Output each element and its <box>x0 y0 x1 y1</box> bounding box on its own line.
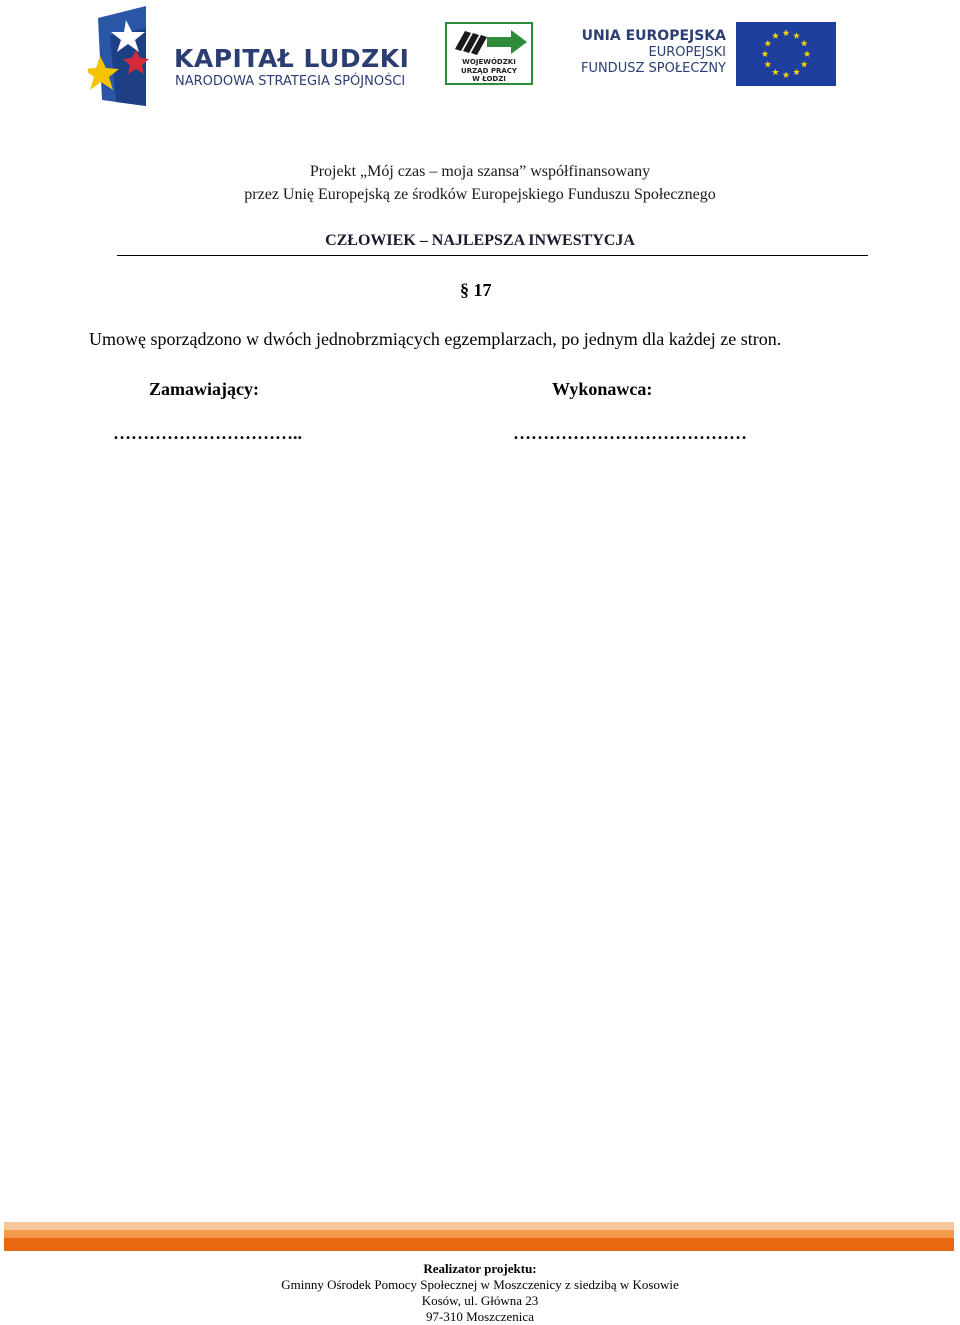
eu-logo-line1: UNIA EUROPEJSKA <box>581 28 726 44</box>
wup-logo <box>445 22 533 85</box>
wup-name <box>447 58 531 84</box>
project-title-line1: Projekt „Mój czas – moja szansa” współfinansowany <box>309 163 651 180</box>
kapital-ludzki-title: KAPITAŁ LUDZKI <box>174 44 410 73</box>
project-title-line2: przez Unię Europejską ze środków Europejskiego Funduszu Społecznego <box>244 186 716 203</box>
footer-stripe-medium <box>4 1230 954 1238</box>
project-motto: CZŁOWIEK – NAJLEPSZA INWESTYCJA <box>325 232 635 249</box>
paragraph-number: § 17 <box>460 280 492 300</box>
wup-name-line2: URZĄD PRACY <box>461 66 517 75</box>
party-label-ordering: Zamawiający: <box>149 379 259 399</box>
footer-organization: Gminny Ośrodek Pomocy Społecznej w Moszczenicy z siedzibą w Kosowie <box>281 1277 679 1292</box>
footer-address: Kosów, ul. Główna 23 <box>421 1293 539 1308</box>
footer-stripe-dark <box>4 1238 954 1251</box>
wup-arrow-icon <box>451 27 529 57</box>
eu-logo-text <box>580 28 726 77</box>
eu-logo-line2: EUROPEJSKI <box>648 45 726 60</box>
eu-logo-line3: FUNDUSZ SPOŁECZNY <box>580 61 726 76</box>
header-divider <box>117 255 868 256</box>
footer-city: 97-310 Moszczenica <box>426 1309 534 1324</box>
signature-line-contractor: ………………………………… <box>513 423 747 443</box>
logo-bar <box>0 0 960 115</box>
kapital-ludzki-logo <box>88 6 408 108</box>
footer-title: Realizator projektu: <box>423 1261 537 1276</box>
kapital-ludzki-subtitle: NARODOWA STRATEGIA SPÓJNOŚCI <box>175 74 406 89</box>
eu-flag-icon <box>736 22 836 86</box>
wup-name-line1: WOJEWÓDZKI <box>462 58 516 66</box>
footer-stripe-light <box>4 1222 954 1230</box>
wup-name-line3: W ŁODZI <box>472 75 506 83</box>
agreement-clause: Umowę sporządzono w dwóch jednobrzmiących egzemplarzach, po jednym dla każdej ze stron. <box>89 329 782 349</box>
party-label-contractor: Wykonawca: <box>552 379 653 399</box>
kapital-ludzki-emblem-icon <box>88 6 150 108</box>
signature-line-ordering: ………………………….. <box>113 423 302 443</box>
